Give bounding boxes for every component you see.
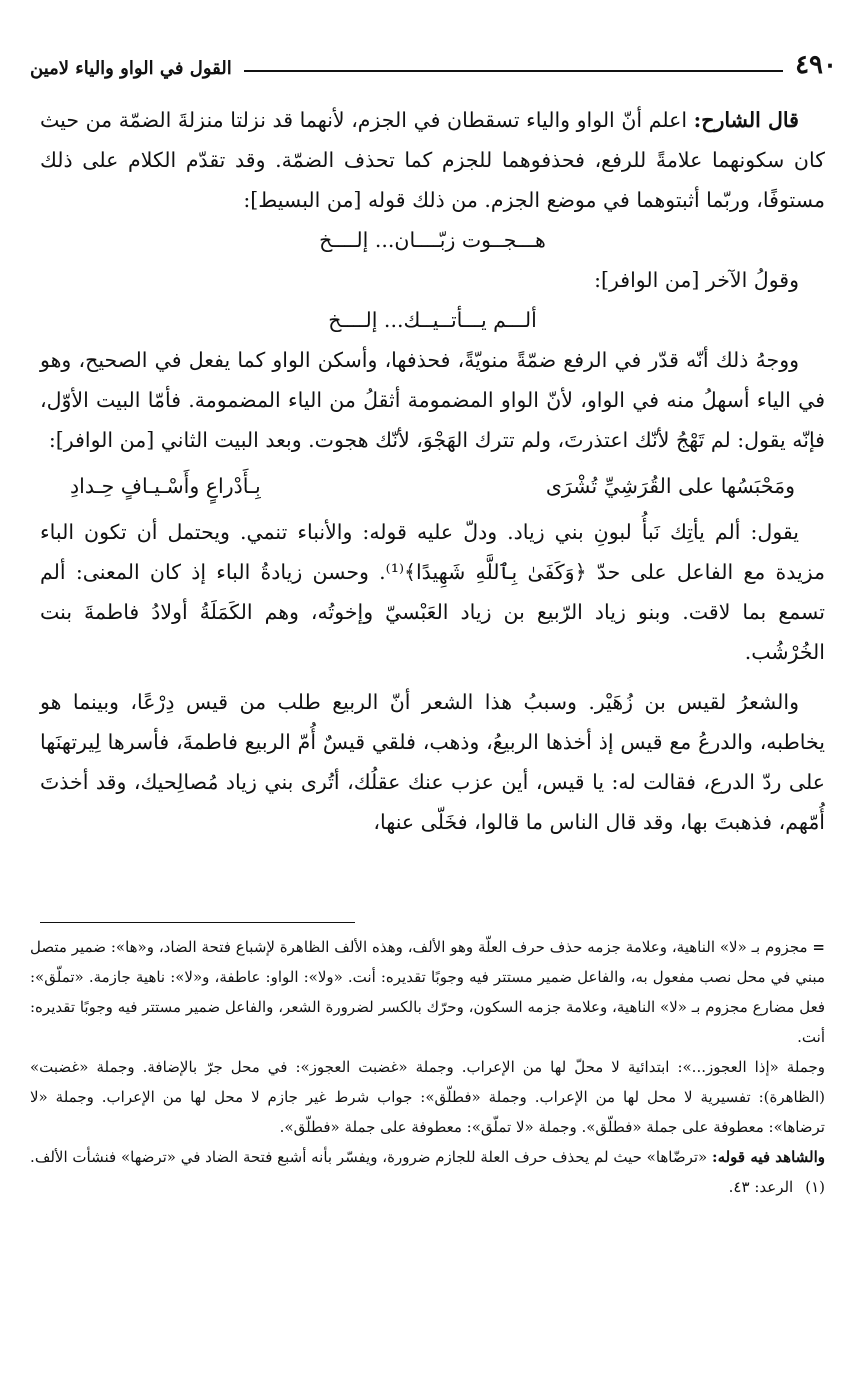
footnote-text: وجملة «إذا العجوز...»: ابتدائية لا محلّ لها من الإعراب. وجملة «غضبت العجوز»: في محل جرّ بالإضافة. وجملة «غضبت» (الظاهرة): تفسيرية لا محل لها من الإعراب. وجملة «فطلّق»: جواب شرط غير جازم لا محل لها من الإعراب. وجملة «لا ترضاها»: معطوفة على جملة «فطلّق». وجملة «لا تملّق»: معطوفة على جملة «فطلّق».: [30, 1058, 825, 1136]
page-header: [30, 38, 837, 78]
verse-line: هـــجــوت زبّــــان... إلــــخ: [319, 228, 546, 252]
verse-hemistich-first: ومَحْبَسُها على القُرَشِيِّ تُشْرَى: [545, 474, 795, 498]
main-text: [40, 100, 825, 842]
running-title: القول في الواو والياء لامين: [30, 58, 232, 79]
witness-label: والشاهد فيه قوله:: [712, 1148, 825, 1166]
footnote-witness: [30, 1142, 825, 1172]
paragraph-commentator: [40, 100, 825, 220]
footnote-separator: [40, 922, 355, 923]
paragraph-text: اعلم أنّ الواو والياء تسقطان في الجزم، لأنهما قد نزلتا منزلةَ الضمّة من حيث كان سكونهما علامةً للرفع، فحذفوهما للجزم كما تحذف الضمّة. وقد تقدّم الكلام على ذلك مستوفًا، وربّما أثبتوهما في موضع الجزم. من ذلك قوله [من البسيط]:: [40, 108, 825, 212]
paragraph: يقول: ألم يأتِك نَبأُ لبونِ بني زياد. ودلّ عليه قوله: والأنباء تنمي. ويحتمل أن تكون الباء مزيدة مع الفاعل على حدّ ﴿وَكَفَىٰ بِٱللَّهِ شَهِيدًا﴾⁽¹⁾. وحسن زيادةُ الباء إذ كان المعنى: ألم تسمع بما لاقت. وبنو زياد الرّبيع بن زياد العَبْسيّ وإخوتُه، وهم الكَمَلَةُ أولادُ فاطمةَ بنت الخُرْشُب.: [40, 520, 825, 664]
verse-couplet: [40, 466, 825, 506]
header-rule: [244, 70, 783, 72]
footnote-item: [30, 1172, 825, 1202]
footnote-text: «ترضّاها» حيث لم يحذف حرف العلة للجازم ضرورة، ويفسّر بأنه أشبع فتحة الضاد في «ترضها» فنشأت الألف.: [30, 1148, 708, 1166]
footnotes: [30, 932, 825, 1202]
footnote-number: (١): [805, 1178, 825, 1196]
speaker-label: قال الشارح:: [693, 108, 799, 132]
verse-line: ألـــم يـــأتــيــك... إلــــخ: [328, 308, 537, 332]
footnote-text: مجزوم بـ «لا» الناهية، وعلامة جزمه حذف حرف العلّة وهو الألف، وهذه الألف الظاهرة لإشباع فتحة الضاد، و«ها»: ضمير متصل مبني في محل نصب مفعول به، والفاعل ضمير مستتر فيه وجوبًا تقديره: أنت. «ولا»: الواو: عاطفة، و«لا»: ناهية جازمة. «تملّق»: فعل مضارع مجزوم بـ «لا» الناهية، وعلامة جزمه السكون، وحرّك بالكسر لضرورة الشعر، والفاعل ضمير مستتر فيه وجوبًا تقديره: أنت.: [30, 938, 825, 1046]
footnote-continued: [30, 932, 825, 1052]
verse-hemistich-second: بِـأَدْراعٍ وأَسْـيـافٍ حِـدادِ: [70, 474, 261, 498]
paragraph: والشعرُ لقيس بن زُهَيْر. وسببُ هذا الشعر أنّ الربيع طلب من قيس دِرْعًا، وبينما هو يخاطبه، والدرعُ مع قيس إذ أخذها الربيعُ، وذهب، فلقي قيسٌ أُمّ الربيع فاطمةَ، فأسرها لِيرتهنَها على ردّ الدرع، فقالت له: يا قيس، أين عزب عنك عقلُك، أتُرى بني زياد مُصالِحيك، وقد أخذتَ أُمّهم، فذهبتَ بها، وقد قال الناس ما قالوا، فخَلّى عنها،: [40, 690, 825, 834]
footnote-text: الرعد: ٤٣.: [728, 1178, 794, 1196]
paragraph: ووجهُ ذلك أنّه قدّر في الرفع ضمّةً منويّةً، فحذفها، وأسكن الواو كما يفعل في الصحيح، وهو في الياء أسهلُ منه في الواو، لأنّ الواو المضمومة أثقلُ من الياء المضمومة. فأمّا البيت الأوّل، فإنّه يقول: لم تَهْجُ لأنّك اعتذرتَ، ولم تترك الهَجْوَ، لأنّك هجوت. وبعد البيت الثاني [من الوافر]:: [40, 348, 825, 452]
paragraph-gap: [40, 672, 825, 682]
page-number: ٤٩٠: [795, 50, 837, 80]
continuation-marker: =: [812, 938, 825, 956]
paragraph: وقولُ الآخر [من الوافر]:: [594, 268, 799, 292]
